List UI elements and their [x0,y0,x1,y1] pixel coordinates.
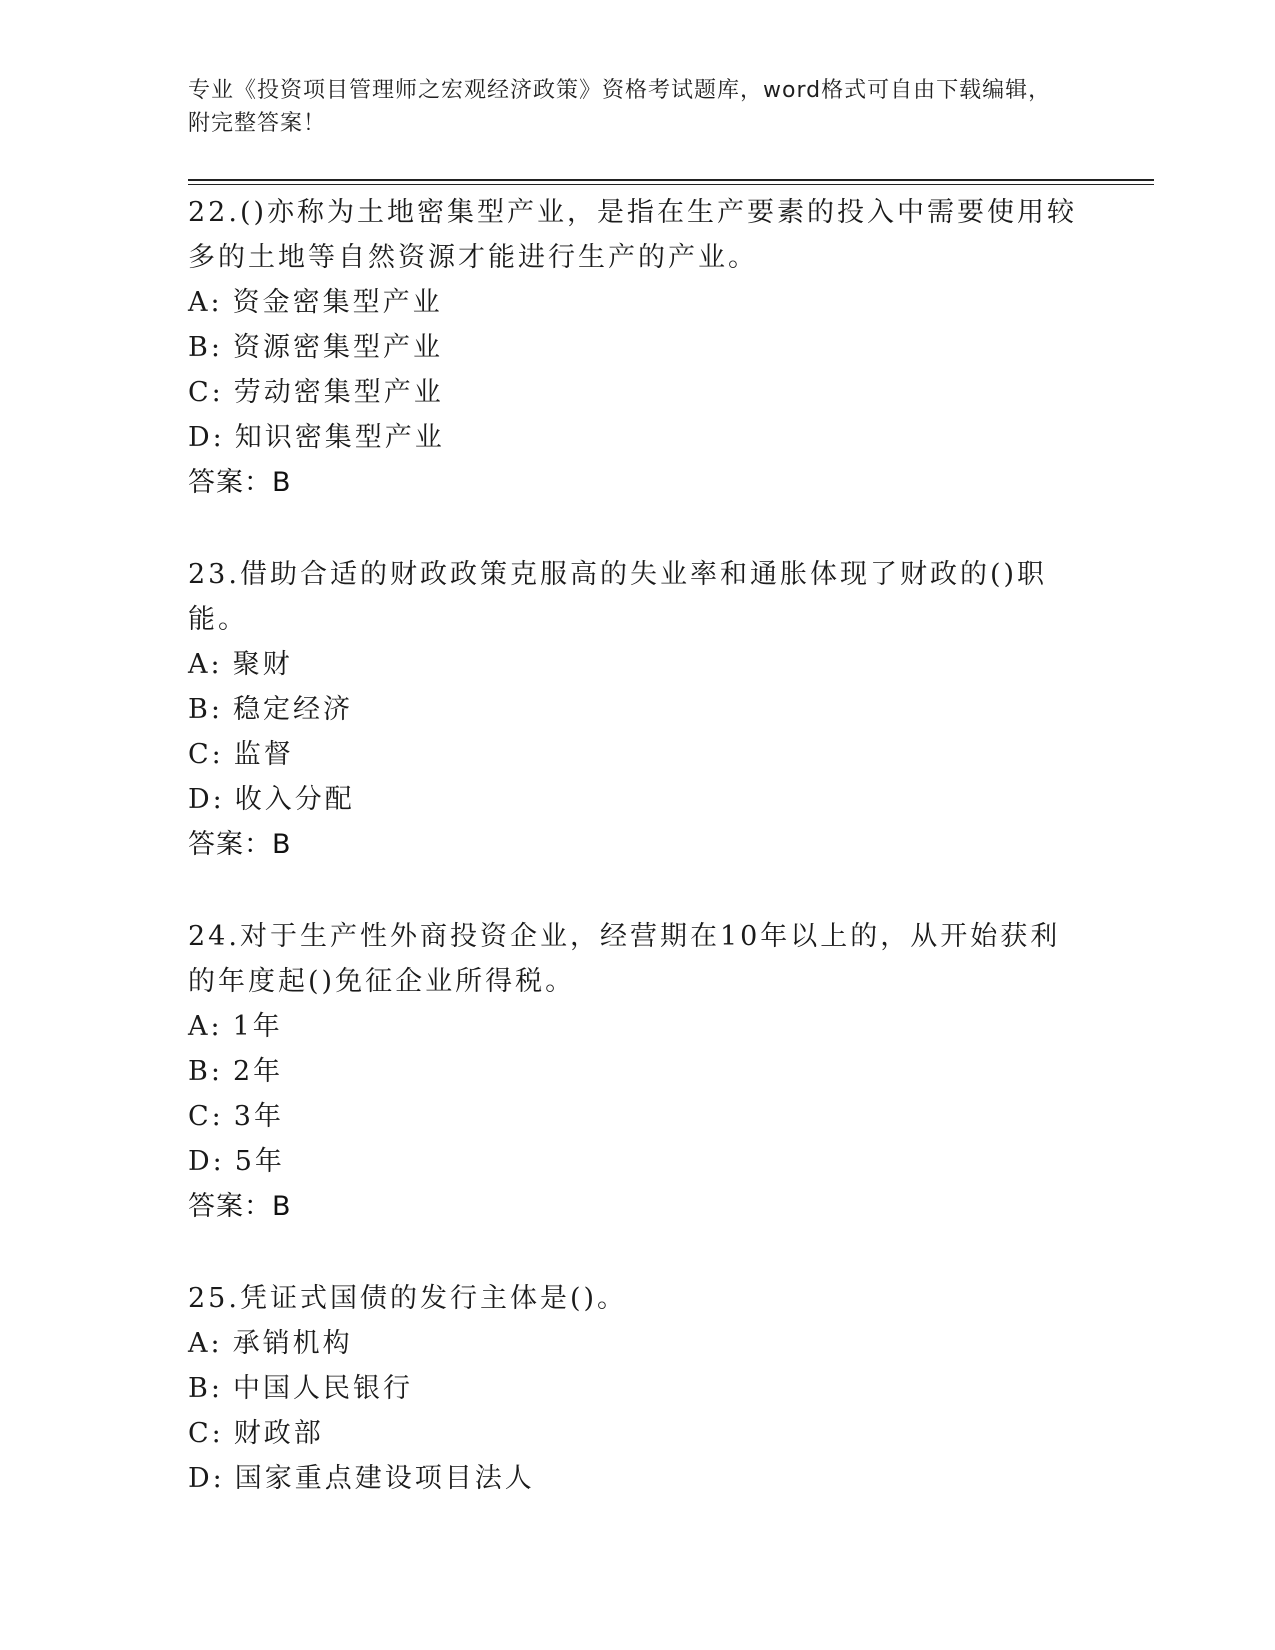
option-a [188,1321,1088,1366]
option-letter: B: [188,694,223,725]
question-stem: 24.对于生产性外商投资企业，经营期在10年以上的，从开始获利的年度起()免征企业所得税。 [188,921,1061,997]
option-letter: A: [188,649,223,680]
header-divider-thick [188,179,1154,181]
question-22 [188,190,1088,505]
option-text: 1年 [232,1011,283,1042]
option-b [188,1366,1088,1411]
option-letter: A: [188,1328,223,1359]
question-24 [188,914,1088,1229]
option-d [188,415,1088,460]
header-note: 专业《投资项目管理师之宏观经济政策》资格考试题库，word格式可自由下载编辑，附完整答案！ [188,78,1052,136]
option-c [188,1411,1088,1456]
option-text: 监督 [233,739,294,770]
option-c [188,1094,1088,1139]
option-letter: B: [188,1056,223,1087]
option-text: 资源密集型产业 [232,332,443,363]
option-c [188,732,1088,777]
option-letter: B: [188,332,223,363]
question-23 [188,552,1088,867]
answer-line: 答案：B [188,467,292,498]
option-letter: C: [188,1418,224,1449]
option-text: 收入分配 [234,784,355,815]
option-letter: D: [188,422,225,453]
option-text: 稳定经济 [232,694,353,725]
option-letter: B: [188,1373,223,1404]
option-text: 财政部 [233,1418,324,1449]
question-stem: 22.()亦称为土地密集型产业，是指在生产要素的投入中需要使用较多的土地等自然资源才能进行生产的产业。 [188,197,1078,273]
question-stem: 25.凭证式国债的发行主体是()。 [188,1283,628,1314]
option-c [188,370,1088,415]
option-letter: D: [188,1463,225,1494]
question-list [188,190,1088,1548]
option-a [188,642,1088,687]
question-25 [188,1276,1088,1501]
answer-line: 答案：B [188,1191,292,1222]
option-letter: C: [188,377,224,408]
option-letter: D: [188,1146,225,1177]
option-a [188,1004,1088,1049]
option-text: 知识密集型产业 [234,422,445,453]
option-letter: D: [188,784,225,815]
option-b [188,1049,1088,1094]
option-b [188,687,1088,732]
option-text: 中国人民银行 [232,1373,413,1404]
option-letter: A: [188,287,223,318]
option-text: 5年 [234,1146,285,1177]
option-d [188,1139,1088,1184]
option-d [188,777,1088,822]
header-divider-thin [188,184,1154,185]
option-letter: C: [188,739,224,770]
answer-line: 答案：B [188,829,292,860]
option-b [188,325,1088,370]
option-text: 聚财 [232,649,293,680]
question-stem: 23.借助合适的财政政策克服高的失业率和通胀体现了财政的()职能。 [188,559,1048,635]
option-text: 2年 [232,1056,284,1087]
option-text: 3年 [233,1101,284,1132]
option-d [188,1456,1088,1501]
option-letter: C: [188,1101,224,1132]
option-letter: A: [188,1011,223,1042]
option-text: 资金密集型产业 [232,287,443,318]
option-text: 承销机构 [232,1328,353,1359]
option-text: 劳动密集型产业 [233,377,444,408]
option-a [188,280,1088,325]
option-text: 国家重点建设项目法人 [234,1463,535,1494]
